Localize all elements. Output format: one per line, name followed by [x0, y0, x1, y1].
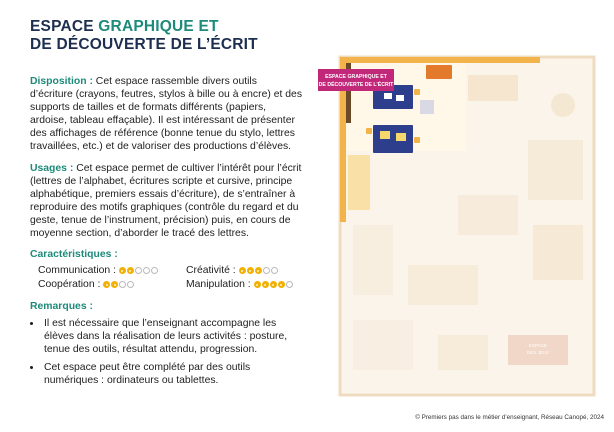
paper-icon: [384, 93, 392, 99]
paper-icon: [396, 133, 406, 141]
rating-dot-icon: [286, 281, 293, 288]
rating-dot-icon: [127, 281, 134, 288]
rating-dot-icon: [151, 267, 158, 274]
paper-icon: [380, 131, 390, 139]
highlight-label-line2: DE DÉCOUVERTE DE L’ÉCRIT: [318, 82, 394, 88]
rating-stars-icon: [119, 267, 158, 274]
rating-dot-icon: [254, 281, 261, 288]
faded-furniture: [353, 225, 393, 295]
rating-dot-icon: [127, 267, 134, 274]
copyright: © Premiers pas dans le métier d’enseignant, Réseau Canopé, 2024: [415, 414, 604, 421]
disposition-paragraph: [30, 75, 302, 154]
rating-label: Créativité :: [186, 265, 236, 277]
rating-cooperation: [38, 278, 186, 291]
faded-furniture: [468, 75, 518, 101]
rating-dot-icon: [103, 281, 110, 288]
rating-dot-icon: [119, 281, 126, 288]
chair-icon: [414, 137, 420, 143]
rating-dot-icon: [239, 267, 246, 274]
caracteristiques-title: Caractéristiques :: [30, 249, 118, 261]
rating-dot-icon: [270, 281, 277, 288]
title-prefix: ESPACE: [30, 18, 99, 35]
rating-dot-icon: [255, 267, 262, 274]
caracteristiques-grid: [38, 264, 302, 291]
rating-label: Manipulation :: [186, 279, 251, 291]
remarque-item: • Cet espace peut être complété par des outils numériques : ordinateurs ou tablettes.: [42, 361, 302, 387]
highlight-label-line1: ESPACE GRAPHIQUE ET: [325, 74, 387, 80]
usages-paragraph: [30, 162, 302, 241]
page-title: [30, 18, 258, 54]
rating-stars-icon: [239, 267, 278, 274]
title-line2: DE DÉCOUVERTE DE L’ÉCRIT: [30, 36, 258, 53]
remarque-item: • Il est nécessaire que l’enseignant accompagne les élèves dans la réalisation de leurs activités : posture, tenue des outils, résultat attendu, progression.: [42, 317, 302, 356]
rating-dot-icon: [111, 281, 118, 288]
rating-dot-icon: [263, 267, 270, 274]
disposition-text: Cet espace rassemble divers outils d’écriture (crayons, feutres, stylos à bille ou à encre) et des supports de tailles et de formats différents (papiers, ardoise, tableau effaçable). Il est intéressant de présenter des affichages de référence (bonne tenue du stylo, lettres travaillées, etc.) et de valoriser des productions d’élèves.: [30, 76, 303, 153]
rating-label: Coopération :: [38, 279, 101, 291]
paper-icon: [396, 95, 404, 101]
usages-label: Usages :: [30, 162, 74, 174]
rating-stars-icon: [103, 281, 134, 288]
faded-furniture: [528, 140, 583, 200]
faded-rug: [551, 93, 575, 117]
remarques-title: Remarques :: [30, 301, 93, 313]
classroom-floor-plan: [318, 45, 600, 405]
wall-top: [340, 57, 540, 63]
faded-label-2: DES JEUX: [526, 350, 550, 355]
remarques-list: [30, 317, 302, 387]
table-icon: [373, 125, 413, 153]
faded-furniture: [438, 335, 488, 370]
faded-furniture: [353, 320, 413, 370]
rating-dot-icon: [247, 267, 254, 274]
desk-icon: [426, 65, 452, 79]
disposition-label: Disposition :: [30, 76, 93, 87]
faded-furniture: [408, 265, 478, 305]
rating-dot-icon: [262, 281, 269, 288]
chair-icon: [414, 89, 420, 95]
rating-communication: [38, 264, 186, 277]
rating-dot-icon: [143, 267, 150, 274]
easel-icon: [420, 100, 434, 114]
faded-furniture: [348, 155, 370, 210]
faded-furniture: [458, 195, 518, 235]
rating-dot-icon: [119, 267, 126, 274]
rating-label: Communication :: [38, 265, 116, 277]
faded-furniture: [533, 225, 583, 280]
title-accent: GRAPHIQUE ET: [98, 18, 219, 35]
text-column: [30, 75, 302, 392]
rating-stars-icon: [254, 281, 293, 288]
rating-dot-icon: [135, 267, 142, 274]
faded-label-1: ESPACE: [529, 343, 547, 348]
rating-creativite: [186, 264, 336, 277]
usages-text: Cet espace permet de cultiver l’intérêt pour l’écrit (lettres de l’alphabet, écritures scripte et cursive, principe alphabétique, premiers essais d’écriture), de s’entraîner à reproduire des motifs graphiques (contrôle du regard et du geste, tenue de l’instrument, précision) puis, en cours de moyenne section, d’aborder le tracé des lettres.: [30, 162, 302, 240]
rating-manipulation: [186, 278, 336, 291]
chair-icon: [366, 128, 372, 134]
rating-dot-icon: [271, 267, 278, 274]
rating-dot-icon: [278, 281, 285, 288]
